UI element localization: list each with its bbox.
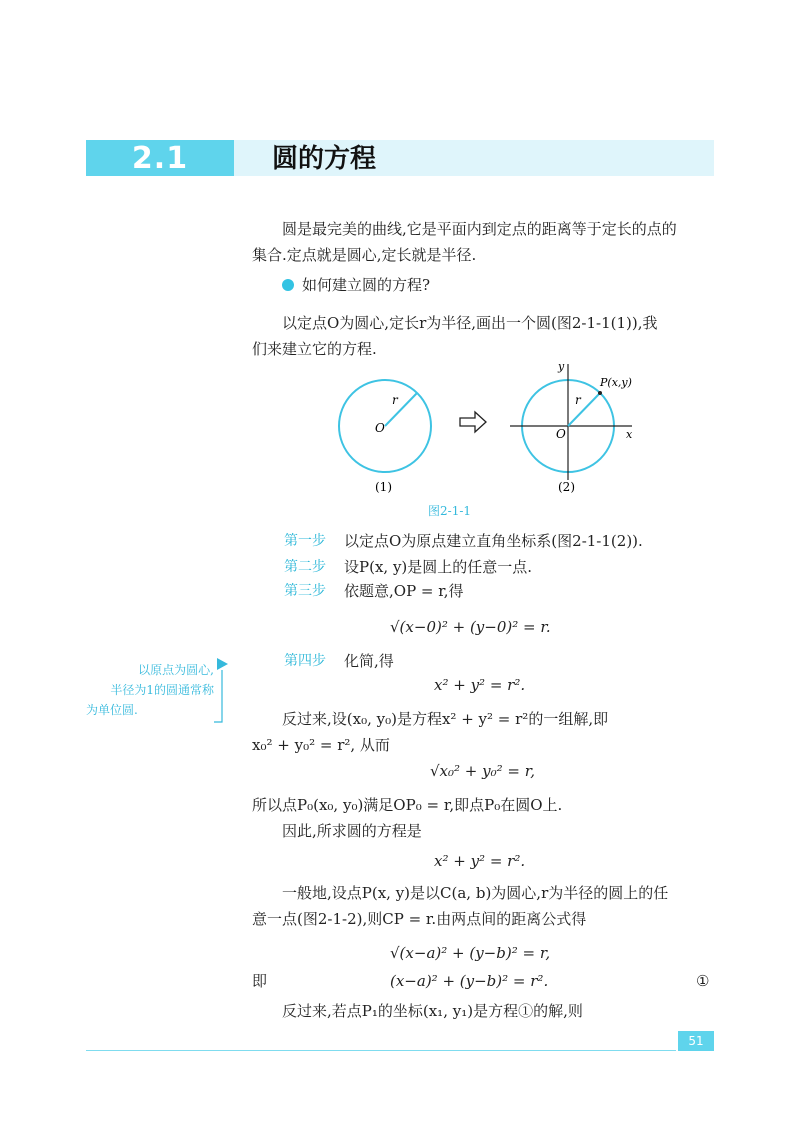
side-note-line-3: 为单位圆. [86, 703, 138, 717]
equation-3: √x₀² + y₀² = r, [430, 762, 536, 780]
left-radius [385, 393, 417, 426]
figure-caption: 图2-1-1 [428, 504, 472, 518]
general-line-3: 反过来,若点P₁的坐标(x₁, y₁)是方程①的解,则 [282, 1002, 583, 1020]
intro-line-1: 圆是最完美的曲线,它是平面内到定点的距离等于定长的点的 [282, 220, 677, 238]
arrow-right-icon [460, 412, 486, 432]
step-4 [284, 648, 394, 674]
step-1-label: 第一步 [284, 533, 326, 549]
side-note-line-2: 半径为1的圆通常称 [110, 683, 214, 697]
general-line-1: 一般地,设点P(x, y)是以C(a, b)为圆心,r为半径的圆上的任 [282, 884, 669, 902]
y-axis-label: y [558, 360, 565, 373]
equation-4: x² + y² = r². [434, 852, 526, 870]
equation-6: (x−a)² + (y−b)² = r². [390, 972, 549, 990]
step-3-label: 第三步 [284, 583, 326, 599]
equation-6-tag: ① [696, 972, 710, 990]
left-radius-label: r [392, 393, 398, 407]
step-4-text: 化简,得 [344, 652, 394, 670]
setup-line-2: 们来建立它的方程. [252, 340, 377, 358]
figure-2-1-1 [320, 358, 660, 508]
setup-line-1: 以定点O为圆心,定长r为半径,画出一个圆(图2-1-1(1)),我 [282, 314, 658, 332]
right-radius-label: r [575, 393, 581, 407]
point-p [598, 391, 602, 395]
equation-5: √(x−a)² + (y−b)² = r, [390, 944, 551, 962]
left-subfig-label: (1) [375, 480, 392, 494]
side-note-bracket [214, 656, 234, 726]
right-origin-label: O [556, 427, 566, 441]
right-subfig-label: (2) [558, 480, 575, 494]
point-p-label: P(x,y) [600, 376, 632, 389]
pointer-icon [217, 658, 228, 670]
step-3 [284, 578, 464, 604]
question-text: 如何建立圆的方程? [302, 276, 431, 294]
step-2 [284, 554, 532, 580]
side-note [84, 660, 214, 720]
right-radius [568, 393, 600, 426]
bullet-icon [282, 279, 294, 291]
bracket-line [214, 670, 222, 722]
step-2-text: 设P(x, y)是圆上的任意一点. [344, 558, 533, 576]
question-row [282, 272, 430, 298]
step-3-text: 依题意,OP = r,得 [344, 582, 464, 600]
step-2-label: 第二步 [284, 559, 326, 575]
intro-line-2: 集合.定点就是圆心,定长就是半径. [252, 246, 477, 264]
ji-label: 即 [252, 972, 268, 990]
general-line-2: 意一点(图2-1-2),则CP = r.由两点间的距离公式得 [252, 910, 587, 928]
converse-line-3: 所以点P₀(x₀, y₀)满足OP₀ = r,即点P₀在圆O上. [252, 796, 563, 814]
converse-line-2: x₀² + y₀² = r², 从而 [252, 736, 390, 754]
step-1 [284, 528, 643, 554]
x-axis-label: x [626, 428, 633, 441]
converse-line-1: 反过来,设(x₀, y₀)是方程x² + y² = r²的一组解,即 [282, 710, 609, 728]
left-origin-label: O [375, 421, 385, 435]
converse-line-4: 因此,所求圆的方程是 [282, 822, 422, 840]
section-title: 圆的方程 [272, 144, 377, 174]
equation-2: x² + y² = r². [434, 676, 526, 694]
section-number: 2.1 [86, 140, 234, 176]
step-1-text: 以定点O为原点建立直角坐标系(图2-1-1(2)). [344, 532, 643, 550]
step-4-label: 第四步 [284, 653, 326, 669]
side-note-line-1: 以原点为圆心, [138, 663, 214, 677]
footer-line [86, 1050, 676, 1051]
page-number: 51 [678, 1031, 714, 1051]
equation-1: √(x−0)² + (y−0)² = r. [390, 618, 551, 636]
